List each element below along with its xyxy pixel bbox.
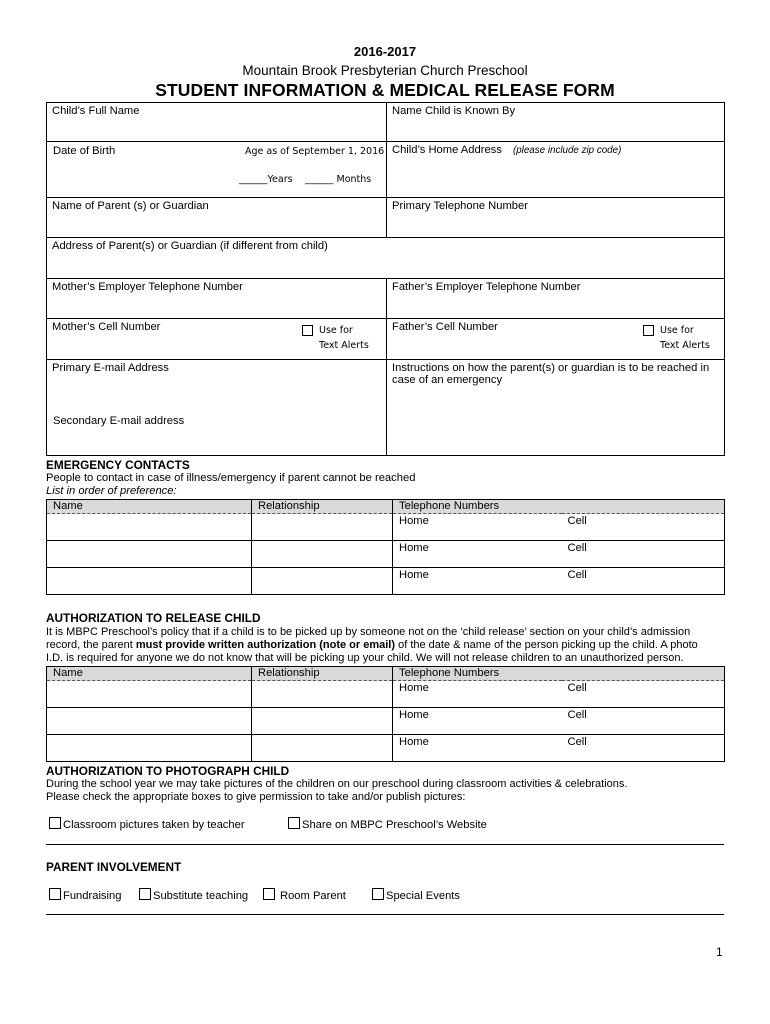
father-text-alert-checkbox[interactable] — [643, 325, 654, 336]
release-home-cell[interactable] — [393, 708, 562, 735]
mother-use-for-label: Use for — [319, 325, 353, 336]
contact-relationship-cell[interactable] — [252, 514, 393, 541]
release-home-cell[interactable] — [393, 735, 562, 762]
special-events-option[interactable] — [372, 888, 460, 902]
photo-website-checkbox[interactable] — [288, 817, 300, 829]
release-cell-cell[interactable] — [562, 708, 725, 735]
release-line-2 — [46, 639, 698, 651]
parent-address-field[interactable] — [47, 238, 725, 279]
substitute-option[interactable] — [139, 888, 248, 902]
father-use-for-label: Use for — [660, 325, 694, 336]
primary-phone-label: Primary Telephone Number — [392, 200, 528, 212]
divider-line — [46, 914, 724, 915]
divider-line — [46, 844, 724, 845]
father-text-alerts-label: Text Alerts — [660, 340, 710, 351]
cell-label: Cell — [567, 709, 587, 721]
emergency-contacts-table — [46, 499, 725, 595]
contact-cell-cell[interactable] — [562, 541, 725, 568]
room-parent-checkbox[interactable] — [263, 888, 275, 900]
cell-label: Cell — [567, 682, 587, 694]
fundraising-checkbox[interactable] — [49, 888, 61, 900]
release-line-1: It is MBPC Preschool’s policy that if a child is to be picked up by someone not on the ‘child release’ section on your child’s admission — [46, 626, 691, 638]
contact-home-cell[interactable] — [393, 514, 562, 541]
months-label: ______ Months — [305, 174, 372, 185]
school-name: Mountain Brook Presbyterian Church Preschool — [242, 63, 528, 78]
fundraising-label: Fundraising — [63, 890, 122, 902]
col-relationship-header: Relationship — [252, 500, 393, 514]
home-address-label: Child’s Home Address — [392, 144, 502, 156]
contact-cell-cell[interactable] — [562, 514, 725, 541]
mother-cell-field[interactable] — [47, 319, 387, 360]
contact-name-cell[interactable] — [47, 514, 252, 541]
release-name-cell[interactable] — [47, 735, 252, 762]
release-home-cell[interactable] — [393, 681, 562, 708]
release-line-3: I.D. is required for anyone we do not know that will be picking up your child. We will not release children to an unauthorized person. — [46, 652, 684, 664]
home-label: Home — [399, 569, 429, 581]
student-info-grid — [46, 102, 725, 456]
fundraising-option[interactable] — [49, 888, 121, 902]
father-cell-field[interactable] — [387, 319, 725, 360]
release-cell-cell[interactable] — [562, 735, 725, 762]
involvement-title: PARENT INVOLVEMENT — [46, 860, 182, 874]
photo-classroom-checkbox[interactable] — [49, 817, 61, 829]
room-parent-option[interactable] — [263, 888, 346, 902]
page-number: 1 — [716, 945, 723, 959]
home-label: Home — [399, 542, 429, 554]
form-year: 2016-2017 — [353, 44, 417, 59]
parent-address-label: Address of Parent(s) or Guardian (if different from child) — [52, 240, 328, 252]
room-parent-label: Room Parent — [280, 890, 346, 902]
release-line-2c: of the date & name of the person picking up the child. A photo — [395, 639, 698, 651]
substitute-checkbox[interactable] — [139, 888, 151, 900]
col-name-header: Name — [47, 500, 252, 514]
contact-relationship-cell[interactable] — [252, 568, 393, 595]
release-relationship-cell[interactable] — [252, 735, 393, 762]
release-line-2a: record, the parent — [46, 639, 136, 651]
primary-email-label: Primary E-mail Address — [52, 362, 169, 374]
emergency-contacts-desc: People to contact in case of illness/emergency if parent cannot be reached — [46, 472, 416, 484]
father-employer-label: Father’s Employer Telephone Number — [392, 281, 581, 293]
release-relationship-cell[interactable] — [252, 681, 393, 708]
emergency-instructions-field[interactable] — [387, 360, 725, 456]
father-cell-label: Father’s Cell Number — [392, 321, 498, 333]
home-address-field[interactable] — [387, 142, 725, 198]
photo-title: AUTHORIZATION TO PHOTOGRAPH CHILD — [46, 764, 290, 778]
release-cell-cell[interactable] — [562, 681, 725, 708]
cell-label: Cell — [567, 542, 587, 554]
contact-name-cell[interactable] — [47, 568, 252, 595]
parent-name-label: Name of Parent (s) or Guardian — [52, 200, 209, 212]
substitute-label: Substitute teaching — [153, 890, 249, 902]
contact-name-cell[interactable] — [47, 541, 252, 568]
release-name-cell[interactable] — [47, 681, 252, 708]
photo-line-1: During the school year we may take pictures of the children on our preschool during classroom activities & celebrations. — [46, 778, 628, 790]
col-name-header: Name — [47, 667, 252, 681]
contact-relationship-cell[interactable] — [252, 541, 393, 568]
release-relationship-cell[interactable] — [252, 708, 393, 735]
contact-cell-cell[interactable] — [562, 568, 725, 595]
primary-phone-field[interactable] — [387, 198, 725, 238]
email-field[interactable] — [47, 360, 387, 456]
release-title: AUTHORIZATION TO RELEASE CHILD — [46, 611, 261, 625]
father-employer-field[interactable] — [387, 279, 725, 319]
home-label: Home — [399, 709, 429, 721]
cell-label: Cell — [567, 736, 587, 748]
dob-label: Date of Birth — [53, 145, 116, 157]
mother-text-alert-checkbox[interactable] — [302, 325, 313, 336]
cell-label: Cell — [567, 515, 587, 527]
col-relationship-header: Relationship — [252, 667, 393, 681]
home-label: Home — [399, 515, 429, 527]
secondary-email-label: Secondary E-mail address — [53, 415, 185, 427]
cell-label: Cell — [567, 569, 587, 581]
child-full-name-label: Child’s Full Name — [52, 105, 140, 117]
release-contacts-table — [46, 666, 725, 762]
home-label: Home — [399, 682, 429, 694]
contact-home-cell[interactable] — [393, 541, 562, 568]
parent-name-field[interactable] — [47, 198, 387, 238]
emergency-contacts-title: EMERGENCY CONTACTS — [46, 458, 190, 472]
known-by-field[interactable] — [387, 103, 725, 142]
special-events-label: Special Events — [386, 890, 461, 902]
photo-classroom-option[interactable] — [49, 817, 245, 831]
col-phones-header: Telephone Numbers — [393, 667, 725, 681]
mother-text-alerts-label: Text Alerts — [319, 340, 369, 351]
mother-employer-label: Mother’s Employer Telephone Number — [52, 281, 243, 293]
child-full-name-field[interactable] — [47, 103, 387, 142]
years-label: ______Years — [239, 174, 293, 185]
form-title: STUDENT INFORMATION & MEDICAL RELEASE FORM — [155, 80, 615, 100]
zip-note: (please include zip code) — [512, 145, 622, 156]
emergency-contacts-note: List in order of preference: — [46, 485, 177, 497]
mother-cell-label: Mother’s Cell Number — [52, 321, 161, 333]
release-line-2-bold: must provide written authorization (note or email) — [135, 639, 396, 651]
photo-website-option[interactable] — [288, 817, 487, 831]
special-events-checkbox[interactable] — [372, 888, 384, 900]
photo-classroom-label: Classroom pictures taken by teacher — [63, 819, 245, 831]
emergency-instructions-label: Instructions on how the parent(s) or guardian is to be reached in case of an emergency — [392, 362, 710, 386]
age-label: Age as of September 1, 2016 — [245, 146, 385, 157]
release-name-cell[interactable] — [47, 708, 252, 735]
home-label: Home — [399, 736, 429, 748]
dob-field[interactable] — [47, 142, 387, 198]
known-by-label: Name Child is Known By — [392, 105, 516, 117]
photo-website-label: Share on MBPC Preschool’s Website — [302, 819, 487, 831]
contact-home-cell[interactable] — [393, 568, 562, 595]
mother-employer-field[interactable] — [47, 279, 387, 319]
col-phones-header: Telephone Numbers — [393, 500, 725, 514]
photo-line-2: Please check the appropriate boxes to give permission to take and/or publish pictures: — [46, 791, 466, 803]
